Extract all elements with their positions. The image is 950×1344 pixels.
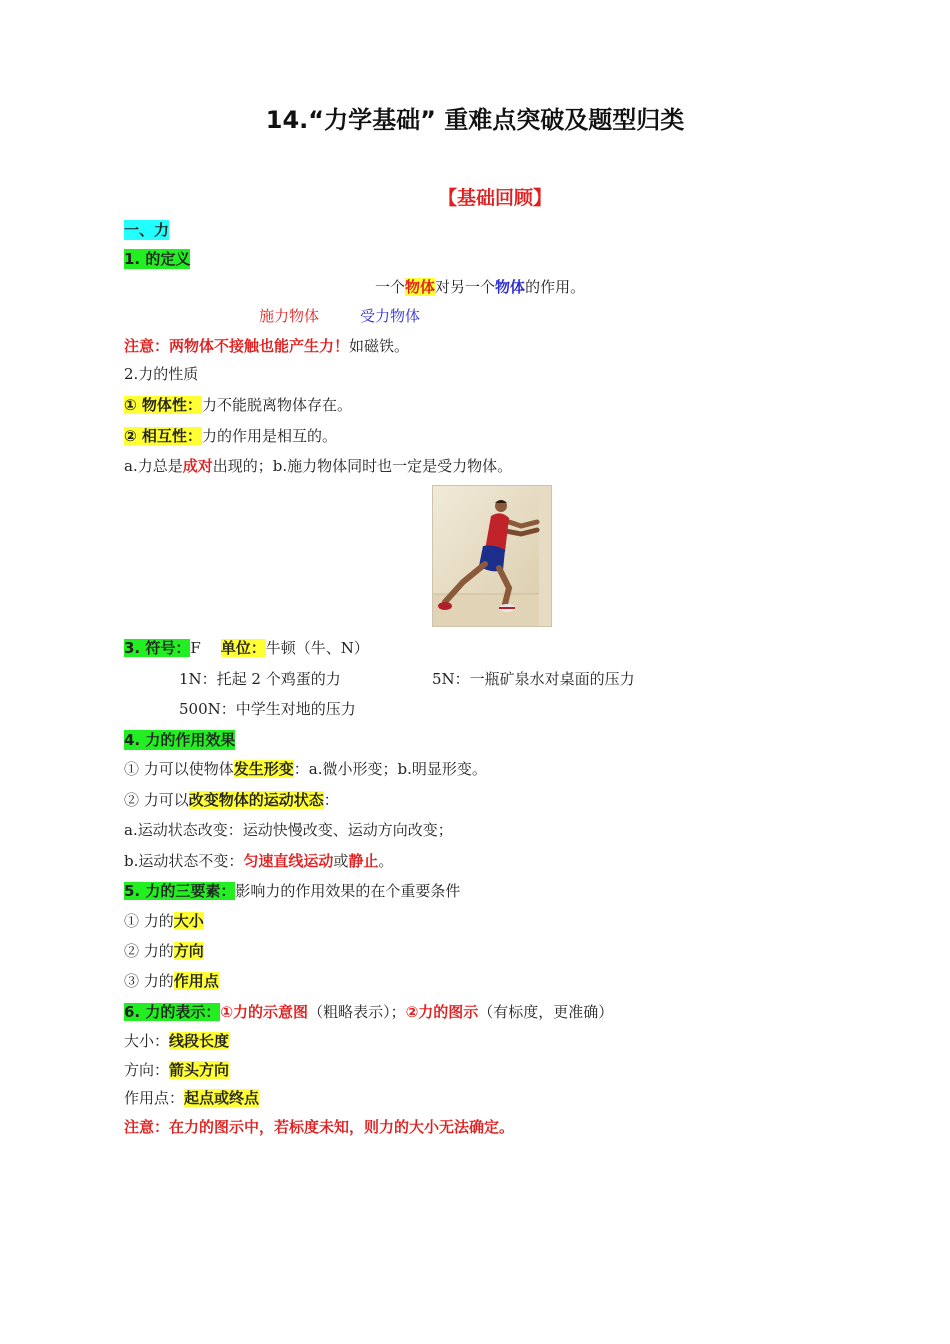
heading-force: 一、力 — [124, 221, 170, 239]
nature-note-text-2: 出现的；b.施力物体同时也一定是受力物体。 — [212, 457, 513, 475]
effect-item-4 — [124, 851, 393, 871]
effect-item-1-highlight: 发生形变 — [233, 760, 294, 778]
three-element-3-text: ③ 力的 — [124, 972, 174, 990]
example-500n: 500N：中学生对地的压力 — [179, 700, 356, 718]
nature-item-1 — [124, 395, 352, 415]
effect-item-1 — [124, 759, 487, 779]
representation-direction-label: 方向： — [124, 1061, 170, 1079]
nature-item-2-text: 力的作用是相互的。 — [201, 427, 337, 445]
representation-graph: ②力的图示 — [405, 1003, 479, 1021]
three-element-1-highlight: 大小 — [173, 912, 204, 930]
representation-direction-value: 箭头方向 — [169, 1061, 230, 1079]
example-5n: 5N：一瓶矿泉水对桌面的压力 — [432, 670, 635, 688]
unit-label: 单位： — [220, 639, 266, 657]
three-element-1-text: ① 力的 — [124, 912, 174, 930]
nature-item-1-label: ① 物体性： — [124, 396, 202, 414]
three-element-3-highlight: 作用点 — [173, 972, 219, 990]
heading-effect: 4. 力的作用效果 — [124, 731, 236, 749]
note-contact-bold: 注意：两物体不接触也能产生力！ — [124, 337, 350, 355]
definition-object-1: 物体 — [405, 278, 436, 296]
representation-size-label: 大小： — [124, 1032, 170, 1050]
note-scale: 注意：在力的图示中，若标度未知，则力的大小无法确定。 — [124, 1118, 515, 1136]
effect-item-4-text: b.运动状态不变： — [124, 852, 244, 870]
definition-text-3: 的作用。 — [525, 278, 586, 296]
representation-diagram: ①力的示意图 — [220, 1003, 309, 1021]
representation-size — [124, 1031, 229, 1051]
applier-label: 施力物体 — [259, 307, 320, 325]
three-element-2-text: ② 力的 — [124, 942, 174, 960]
representation-point-label: 作用点： — [124, 1089, 185, 1107]
effect-item-2-text: ② 力可以 — [124, 791, 189, 809]
effect-item-1-rest: ：a.微小形变；b.明显形变。 — [293, 760, 487, 778]
three-elements-label: 5. 力的三要素： — [124, 882, 236, 900]
effect-item-1-text: ① 力可以使物体 — [124, 760, 234, 778]
unit-value: 牛顿（牛、N） — [265, 639, 369, 657]
definition-line — [375, 277, 585, 297]
nature-item-2-label: ② 相互性： — [124, 427, 202, 445]
effect-item-4-or: 或 — [333, 852, 349, 870]
effect-item-4-end: 。 — [378, 852, 394, 870]
effect-item-2-rest: ： — [323, 791, 339, 809]
receiver-label: 受力物体 — [360, 307, 421, 325]
note-contact-rest: 如磁铁。 — [349, 337, 410, 355]
representation-label: 6. 力的表示： — [124, 1003, 221, 1021]
photo-drawing — [433, 486, 551, 626]
representation-line — [124, 1002, 613, 1022]
representation-point-value: 起点或终点 — [184, 1089, 260, 1107]
three-element-1 — [124, 911, 204, 931]
effect-item-2-highlight: 改变物体的运动状态 — [188, 791, 324, 809]
effect-item-2 — [124, 790, 339, 810]
definition-text-1: 一个 — [375, 278, 406, 296]
note-contact — [124, 336, 409, 356]
three-element-2-highlight: 方向 — [173, 942, 204, 960]
symbol-label: 3. 符号： — [124, 639, 191, 657]
definition-object-2: 物体 — [495, 278, 526, 296]
example-1n: 1N：托起 2 个鸡蛋的力 — [179, 670, 341, 688]
page-title: 14.“力学基础” 重难点突破及题型归类 — [265, 106, 685, 134]
nature-note — [124, 456, 512, 476]
representation-point — [124, 1088, 259, 1108]
nature-note-text-1: a.力总是 — [124, 457, 183, 475]
three-elements-text: 影响力的作用效果的在个重要条件 — [235, 882, 461, 900]
representation-graph-note: （有标度，更准确） — [478, 1003, 614, 1021]
nature-item-1-text: 力不能脱离物体存在。 — [201, 396, 352, 414]
section-heading: 【基础回顾】 — [437, 187, 552, 209]
effect-item-3: a.运动状态改变：运动快慢改变、运动方向改变； — [124, 821, 453, 839]
three-element-2 — [124, 941, 204, 961]
nature-note-red: 成对 — [182, 457, 213, 475]
representation-size-value: 线段长度 — [169, 1032, 230, 1050]
symbol-line — [124, 638, 369, 658]
representation-direction — [124, 1060, 229, 1080]
man-pushing-wall-photo — [432, 485, 552, 627]
effect-item-4-red-2: 静止 — [348, 852, 379, 870]
representation-diagram-note: （粗略表示）； — [308, 1003, 406, 1021]
effect-item-4-red-1: 匀速直线运动 — [243, 852, 334, 870]
heading-nature: 2.力的性质 — [124, 365, 199, 383]
heading-definition: 1. 的定义 — [124, 250, 191, 268]
three-elements-line — [124, 881, 460, 901]
definition-text-2: 对另一个 — [435, 278, 496, 296]
three-element-3 — [124, 971, 219, 991]
nature-item-2 — [124, 426, 337, 446]
symbol-value: F — [190, 639, 201, 657]
